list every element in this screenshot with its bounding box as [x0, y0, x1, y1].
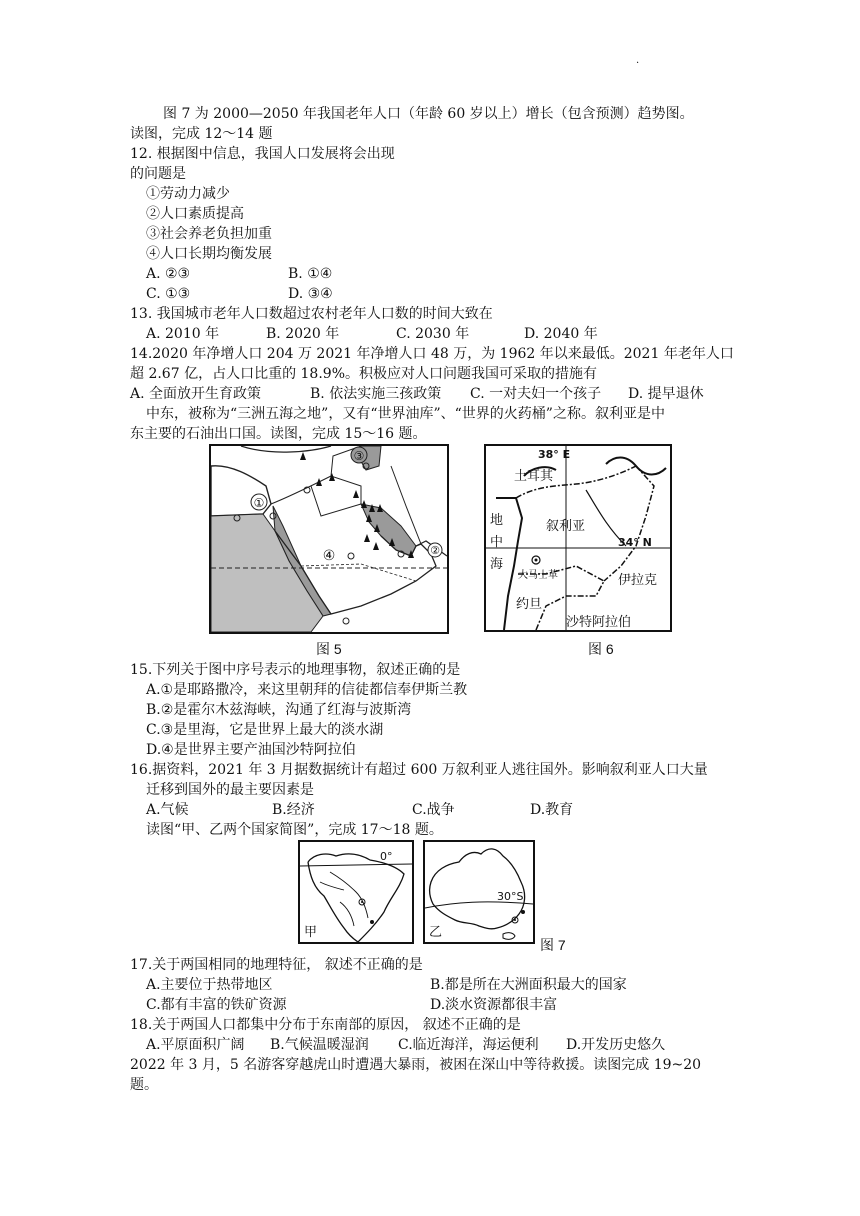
q16-option-d[interactable]: D.教育 [530, 802, 574, 818]
q18-stem: 18.关于两国人口都集中分布于东南部的原因， 叙述不正确的是 [130, 1017, 521, 1033]
fig5-label-1: ① [253, 496, 265, 510]
q16-option-c[interactable]: C.战争 [412, 802, 455, 818]
q14-option-b[interactable]: B. 依法实施三孩政策 [310, 386, 442, 402]
q14-stem: 14.2020 年净增人口 204 万 2021 年净增人口 48 万，为 1962 年以来最低。2021 年老年人口 [130, 346, 734, 362]
q18-option-a[interactable]: A.平原面积广阔 [146, 1037, 245, 1053]
q17-stem: 17.关于两国相同的地理特征， 叙述不正确的是 [130, 957, 423, 973]
q15-option-c[interactable]: C.③是里海，它是世界上最大的淡水湖 [146, 722, 384, 738]
q12-item-3: ③社会养老负担加重 [146, 226, 272, 242]
q18-option-c[interactable]: C.临近海洋，海运便利 [398, 1037, 539, 1053]
q12-option-b[interactable]: B. ①④ [288, 266, 333, 282]
q15-option-b[interactable]: B.②是霍尔木兹海峡，沟通了红海与波斯湾 [146, 702, 412, 718]
figure-5-middle-east-map [209, 444, 449, 634]
intro-q12-14-cont: 读图，完成 12～14 题 [130, 126, 273, 142]
q13-option-d[interactable]: D. 2040 年 [524, 326, 598, 342]
q13-option-b[interactable]: B. 2020 年 [266, 326, 340, 342]
fig6-sea-label-1: 地 [490, 513, 504, 528]
fig6-turkey-label: 土耳其 [514, 469, 554, 484]
intro-q15-16: 中东，被称为“三洲五海之地”，又有“世界油库”、“世界的火药桶”之称。叙利亚是中 [146, 406, 665, 422]
fig6-sea-label-2: 中 [490, 535, 504, 550]
q16-option-a[interactable]: A.气候 [146, 802, 189, 818]
q14-option-a[interactable]: A. 全面放开生育政策 [130, 386, 262, 402]
fig6-lat-label: 34° N [618, 536, 652, 549]
q14-option-c[interactable]: C. 一对夫妇一个孩子 [470, 386, 602, 402]
fig7-lat30-label: 30°S [497, 890, 524, 903]
q16-stem: 16.据资料，2021 年 3 月据数据统计有超过 600 万叙利亚人逃往国外。影响叙利亚人口大量 [130, 762, 708, 778]
header-dot: . [636, 55, 640, 66]
figure-5-caption: 图 5 [316, 641, 342, 657]
figure-6-caption: 图 6 [588, 641, 614, 657]
fig6-syria-label: 叙利亚 [546, 519, 586, 534]
q18-option-d[interactable]: D.开发历史悠久 [566, 1037, 666, 1053]
fig6-lon-label: 38° E [538, 448, 571, 461]
q14-option-d[interactable]: D. 提早退休 [628, 386, 704, 402]
q13-option-c[interactable]: C. 2030 年 [396, 326, 470, 342]
figure-7-caption: 图 7 [540, 937, 566, 953]
q17-option-c[interactable]: C.都有丰富的铁矿资源 [146, 997, 287, 1013]
fig6-sea-label-3: 海 [490, 557, 504, 572]
fig6-jordan-label: 约旦 [516, 597, 543, 612]
q12-item-4: ④人口长期均衡发展 [146, 246, 272, 262]
q16-stem-cont: 迁移到国外的最主要因素是 [146, 782, 314, 798]
fig5-label-3: ③ [353, 449, 365, 463]
fig7-equator-label: 0° [380, 850, 393, 863]
fig5-label-4: ④ [322, 548, 336, 564]
q17-option-d[interactable]: D.淡水资源都很丰富 [430, 997, 558, 1013]
q15-option-d[interactable]: D.④是世界主要产油国沙特阿拉伯 [146, 742, 356, 758]
figure-6-syria-map [484, 444, 672, 632]
q18-option-b[interactable]: B.气候温暖湿润 [270, 1037, 369, 1053]
fig7-jia-label: 甲 [304, 925, 318, 940]
intro-q17-18: 读图“甲、乙两个国家简图”，完成 17～18 题。 [146, 822, 443, 838]
fig6-damascus-label: 大马士革 [518, 570, 558, 581]
fig7-yi-label: 乙 [429, 925, 443, 940]
intro-q12-14: 图 7 为 2000—2050 年我国老年人口（年龄 60 岁以上）增长（包含预测）趋势图。 [163, 106, 694, 122]
q12-item-1: ①劳动力减少 [146, 186, 230, 202]
intro-q19-20-cont: 题。 [130, 1077, 158, 1093]
q17-option-a[interactable]: A.主要位于热带地区 [146, 977, 273, 993]
fig6-iraq-label: 伊拉克 [618, 573, 658, 588]
intro-q15-16-cont: 东主要的石油出口国。读图，完成 15～16 题。 [130, 426, 427, 442]
q13-option-a[interactable]: A. 2010 年 [146, 326, 220, 342]
q15-stem: 15.下列关于图中序号表示的地理事物，叙述正确的是 [130, 662, 461, 678]
q12-item-2: ②人口素质提高 [146, 206, 244, 222]
fig5-label-2: ② [430, 544, 440, 557]
q15-option-a[interactable]: A.①是耶路撒冷，来这里朝拜的信徒都信奉伊斯兰教 [146, 682, 468, 698]
q16-option-b[interactable]: B.经济 [272, 802, 315, 818]
intro-q19-20: 2022 年 3 月，5 名游客穿越虎山时遭遇大暴雨，被困在深山中等待救援。读图完成 19~20 [130, 1057, 702, 1073]
q17-option-b[interactable]: B.都是所在大洲面积最大的国家 [430, 977, 627, 993]
q14-stem-cont: 超 2.67 亿，占人口比重的 18.9%。积极应对人口问题我国可采取的措施有 [130, 366, 597, 382]
q12-stem: 12. 根据图中信息，我国人口发展将会出现 [130, 146, 395, 162]
q12-option-a[interactable]: A. ②③ [146, 266, 191, 282]
q12-option-d[interactable]: D. ③④ [288, 286, 333, 302]
fig6-saudi-label: 沙特阿拉伯 [566, 615, 632, 630]
q12-stem-cont: 的问题是 [130, 166, 186, 182]
q13-stem: 13. 我国城市老年人口数超过农村老年人口数的时间大致在 [130, 306, 493, 322]
q12-option-c[interactable]: C. ①③ [146, 286, 191, 302]
figure-7-yi-map [423, 840, 535, 944]
figure-7-jia-map [298, 840, 414, 944]
